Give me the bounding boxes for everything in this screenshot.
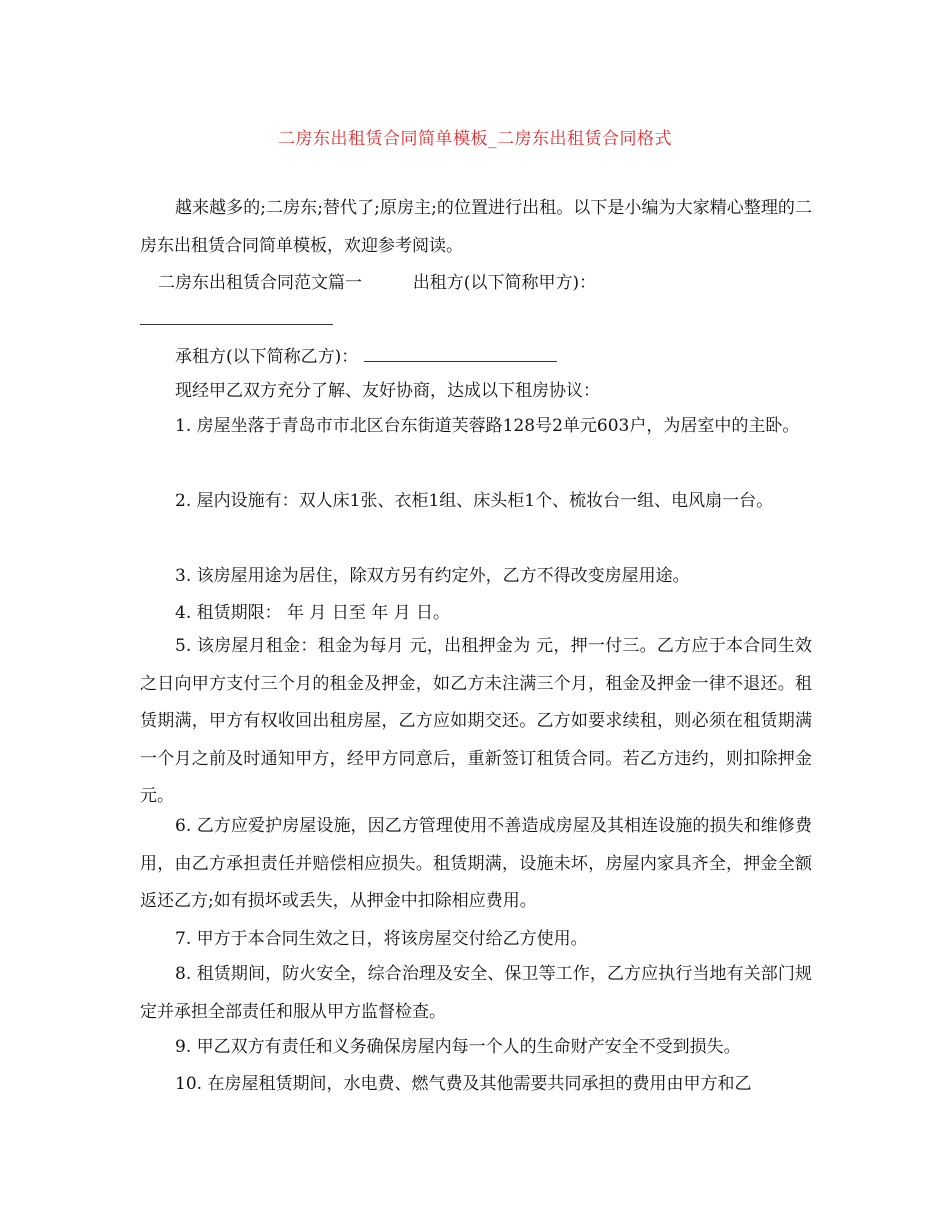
clause-1: 1. 房屋坐落于青岛市市北区台东街道芙蓉路128号2单元603户，为居室中的主卧。: [175, 416, 800, 436]
clause-3: 3. 该房屋用途为居住，除双方另有约定外，乙方不得改变房屋用途。: [175, 566, 690, 586]
lessee-label: 承租方(以下简称乙方)：: [175, 347, 359, 367]
intro-paragraph: 越来越多的;二房东;替代了;原房主;的位置进行出租。以下是小编为大家精心整理的二房东出租赁合同简单模板，欢迎参考阅读。: [140, 198, 812, 256]
lessee-blank-line: [364, 345, 557, 362]
section-heading: 二房东出租赁合同范文篇一: [158, 273, 362, 293]
clause-8: 8. 租赁期间，防火安全，综合治理及安全、保卫等工作，乙方应执行当地有关部门规定并承担全部责任和服从甲方监督检查。: [140, 964, 812, 1022]
lessee-row: [175, 345, 557, 368]
clause-7: 7. 甲方于本合同生效之日，将该房屋交付给乙方使用。: [175, 929, 588, 949]
clause-10: 10. 在房屋租赁期间，水电费、燃气费及其他需要共同承担的费用由甲方和乙: [175, 1074, 752, 1094]
section-heading-row: [158, 272, 596, 294]
lessor-blank-line: [140, 324, 333, 325]
lessor-label: 出租方(以下简称甲方)：: [412, 273, 597, 293]
clause-9: 9. 甲乙双方有责任和义务确保房屋内每一个人的生命财产安全不受到损失。: [175, 1037, 741, 1057]
document-title: 二房东出租赁合同简单模板_二房东出租赁合同格式: [278, 129, 672, 149]
clause-6: 6. 乙方应爱护房屋设施，因乙方管理使用不善造成房屋及其相连设施的损失和维修费用，由乙方承担责任并赔偿相应损失。租赁期满，设施未坏，房屋内家具齐全，押金全额返还乙方;如有损坏或丢失，从押金中扣除相应费用。: [140, 816, 812, 911]
clause-2: 2. 屋内设施有：双人床1张、衣柜1组、床头柜1个、梳妆台一组、电风扇一台。: [175, 491, 774, 511]
clause-5: 5. 该房屋月租金：租金为每月 元，出租押金为 元，押一付三。乙方应于本合同生效之日向甲方支付三个月的租金及押金，如乙方未注满三个月，租金及押金一律不退还。租赁期满，甲方有权收回出租房屋，乙方应如期交还。乙方如要求续租，则必须在租赁期满一个月之前及时通知甲方，经甲方同意后，重新签订租赁合同。若乙方违约，则扣除押金 元。: [140, 636, 812, 806]
agreement-intro: 现经甲乙双方充分了解、友好协商，达成以下租房协议：: [175, 381, 600, 401]
clause-4: 4. 租赁期限： 年 月 日至 年 月 日。: [175, 603, 451, 623]
